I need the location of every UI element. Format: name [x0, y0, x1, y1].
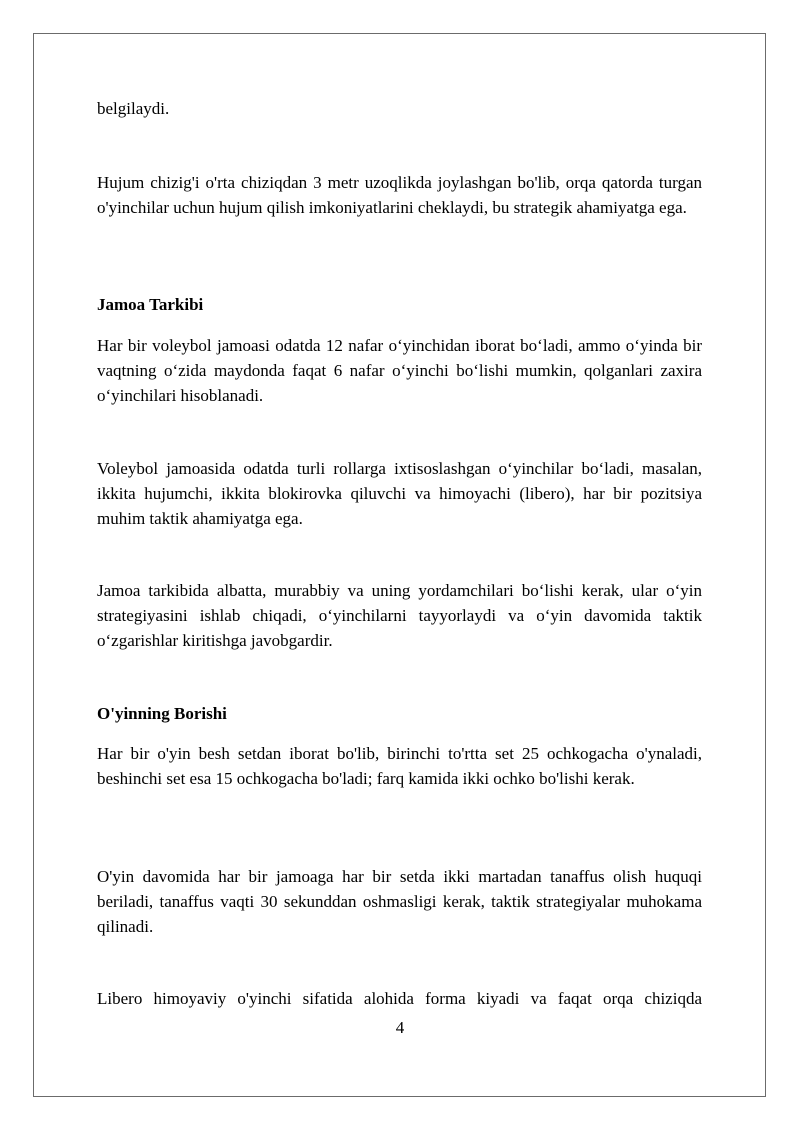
- heading-game-progress: O'yinning Borishi: [97, 704, 227, 723]
- page-number: 4: [395, 1018, 405, 1037]
- heading-team-composition: Jamoa Tarkibi: [97, 295, 204, 314]
- paragraph-team-size: Har bir voleybol jamoasi odatda 12 nafar o‘yinchidan iborat bo‘ladi, ammo o‘yinda bir vaqtning o‘zida maydonda faqat 6 nafar o‘yinchi bo‘lishi mumkin, qolganlari zaxira o‘yinchilari hisoblanadi.: [97, 336, 702, 405]
- paragraph-attack-line: Hujum chizig'i o'rta chiziqdan 3 metr uzoqlikda joylashgan bo'lib, orqa qatorda turgan o'yinchilar uchun hujum qilish imkoniyatlarini cheklaydi, bu strategik ahamiyatga ega.: [97, 173, 702, 217]
- paragraph-player-roles: Voleybol jamoasida odatda turli rollarga ixtisoslashgan o‘yinchilar bo‘ladi, masalan, ikkita hujumchi, ikkita blokirovka qiluvchi va himoyachi (libero), har bir pozitsiya muhim taktik ahamiyatga ega.: [97, 459, 702, 528]
- paragraph-libero: Libero himoyaviy o'yinchi sifatida alohida forma kiyadi va faqat orqa chiziqda: [97, 989, 702, 1008]
- paragraph-timeouts: O'yin davomida har bir jamoaga har bir setda ikki martadan tanaffus olish huquqi beriladi, tanaffus vaqti 30 sekunddan oshmasligi kerak, taktik strategiyalar muhokama qilinadi.: [97, 867, 702, 936]
- paragraph-sets: Har bir o'yin besh setdan iborat bo'lib, birinchi to'rtta set 25 ochkogacha o'ynaladi, beshinchi set esa 15 ochkogacha bo'ladi; farq kamida ikki ochko bo'lishi kerak.: [97, 744, 702, 788]
- paragraph-coaching-staff: Jamoa tarkibida albatta, murabbiy va uning yordamchilari bo‘lishi kerak, ular o‘yin strategiyasini ishlab chiqadi, o‘yinchilarni tayyorlaydi va o‘yin davomida taktik o‘zgarishlar kiritishga javobgardir.: [97, 581, 702, 650]
- paragraph-continuation: belgilaydi.: [97, 99, 170, 118]
